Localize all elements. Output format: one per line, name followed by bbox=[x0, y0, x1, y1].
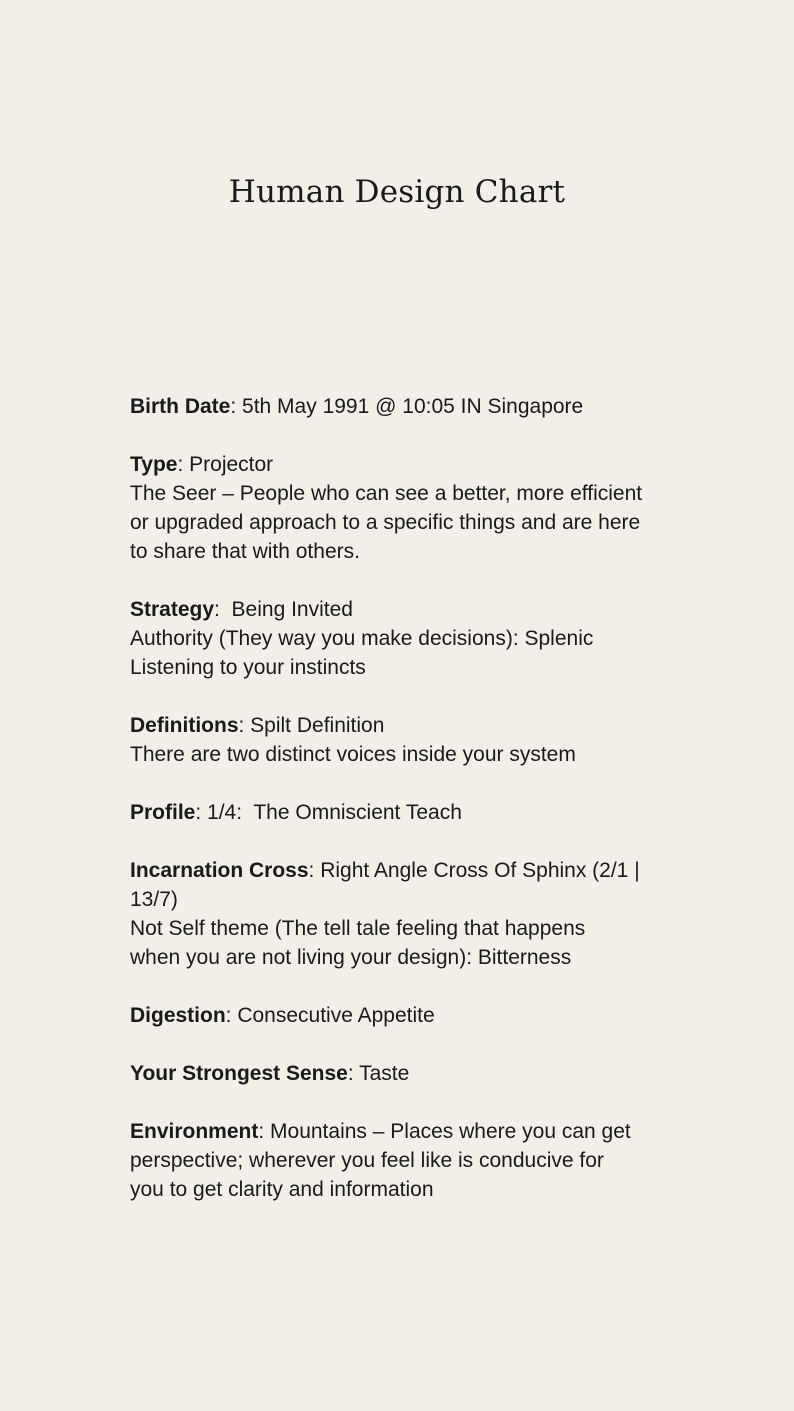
section-type bbox=[130, 450, 690, 566]
section-value: : Spilt Definition bbox=[238, 714, 385, 737]
section-label: Environment bbox=[130, 1120, 259, 1143]
section-value: : Right Angle Cross Of Sphinx (2/1 | bbox=[308, 859, 640, 882]
page-title: Human Design Chart bbox=[228, 174, 566, 210]
section-profile bbox=[130, 798, 690, 827]
section-value: : Mountains – Places where you can get bbox=[258, 1120, 631, 1143]
section-heading-line bbox=[130, 711, 690, 740]
section-heading-line bbox=[130, 1059, 690, 1088]
section-strongest-sense bbox=[130, 1059, 690, 1088]
section-text-line: you to get clarity and information bbox=[130, 1178, 434, 1201]
section-text-line: when you are not living your design): Bitterness bbox=[130, 946, 572, 969]
section-text-line: Listening to your instincts bbox=[130, 656, 366, 679]
section-text-line: or upgraded approach to a specific things and are here bbox=[130, 511, 641, 534]
section-birth-date bbox=[130, 392, 690, 421]
section-heading-line bbox=[130, 392, 690, 421]
section-heading-line bbox=[130, 1001, 690, 1030]
section-label: Strategy bbox=[130, 598, 215, 621]
section-label: Your Strongest Sense bbox=[130, 1062, 348, 1085]
section-text-line: Not Self theme (The tell tale feeling that happens bbox=[130, 917, 586, 940]
section-heading-line bbox=[130, 450, 690, 479]
section-value: : 1/4: The Omniscient Teach bbox=[195, 801, 462, 824]
section-heading-line bbox=[130, 1117, 690, 1146]
section-definitions bbox=[130, 711, 690, 769]
section-text-line: The Seer – People who can see a better, more efficient bbox=[130, 482, 643, 505]
section-text-line: Authority (They way you make decisions): Splenic bbox=[130, 627, 594, 650]
section-text-line: There are two distinct voices inside your system bbox=[130, 743, 576, 766]
section-text-line: perspective; wherever you feel like is conducive for bbox=[130, 1149, 604, 1172]
section-label: Profile bbox=[130, 801, 196, 824]
section-text-line: 13/7) bbox=[130, 888, 178, 911]
section-heading-line bbox=[130, 798, 690, 827]
chart-details bbox=[130, 392, 690, 1233]
section-value: : 5th May 1991 @ 10:05 IN Singapore bbox=[230, 395, 584, 418]
section-digestion bbox=[130, 1001, 690, 1030]
section-strategy bbox=[130, 595, 690, 682]
section-label: Definitions bbox=[130, 714, 239, 737]
section-value: : Being Invited bbox=[214, 598, 353, 621]
section-text-line: to share that with others. bbox=[130, 540, 360, 563]
section-incarnation-cross bbox=[130, 856, 690, 972]
section-heading-line bbox=[130, 595, 690, 624]
section-label: Birth Date bbox=[130, 395, 231, 418]
section-label: Type bbox=[130, 453, 178, 476]
section-environment bbox=[130, 1117, 690, 1204]
section-value: : Taste bbox=[347, 1062, 410, 1085]
section-label: Digestion bbox=[130, 1004, 226, 1027]
section-value: : Consecutive Appetite bbox=[225, 1004, 435, 1027]
section-heading-line bbox=[130, 856, 690, 885]
section-label: Incarnation Cross bbox=[130, 859, 309, 882]
section-value: : Projector bbox=[177, 453, 274, 476]
